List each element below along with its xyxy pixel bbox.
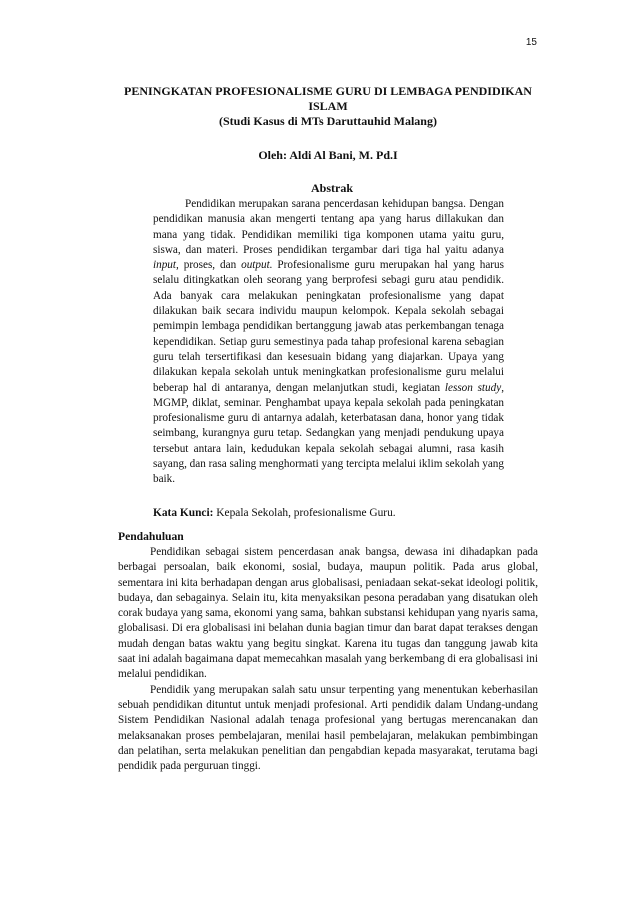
abstract-term-input: input, xyxy=(153,259,179,272)
abstract-body xyxy=(153,197,504,488)
body-paragraph-2: Pendidik yang merupakan salah satu unsur terpenting yang menentukan keberhasilan sebuah pendidikan dituntut untuk menjadi profesional. Arti pendidik dalam Undang-undang Sistem Pendidikan Nasional adalah tenaga profesional yang bertugas merencanakan dan melaksanakan proses pembelajaran, menilai hasil pembelajaran, melakukan pembimbingan dan pelatihan, serta melakukan penelitian dan pengabdian kepada masyarakat, terutama bagi pendidik pada perguruan tinggi. xyxy=(118,683,538,773)
section-body xyxy=(118,545,538,774)
abstract-paragraph xyxy=(153,197,504,488)
page-number: 15 xyxy=(525,37,537,48)
title-line-1: PENINGKATAN PROFESIONALISME GURU DI LEMBAGA PENDIDIKAN xyxy=(124,84,532,98)
body-paragraph-1: Pendidikan sebagai sistem pencerdasan anak bangsa, dewasa ini dihadapkan pada berbagai persoalan, baik ekonomi, sosial, budaya, maupun politik. Pada arus global, sementara ini kita berhadapan dengan arus globalisasi, peniadaan sekat-sekat ideologi politik, budaya, dan sebagainya. Selain itu, kita menyaksikan pesona peradaban yang disatukan oleh corak budaya yang sama, ekonomi yang sama, bahkan substansi kehidupan yang nyaris sama, globalisasi. Di era globalisasi ini belahan dunia bagian timur dan barat dapat terakses dengan mudah dengan batas waktu yang begitu singkat. Karena itu tugas dan tanggung jawab kita saat ini adalah bagaimana dapat memecahkan masalah yang berkembang di era globalisasi ini melalui pendidikan. xyxy=(118,546,538,681)
keywords xyxy=(153,507,504,519)
title-line-2: ISLAM xyxy=(308,99,348,113)
abstract-text-3: Profesionalisme guru merupakan hal yang harus selalu ditingkatkan oleh seorang yang berprofesi sebagi guru atau pendidik. Ada banyak cara melakukan peningkatan profesionalisme yang dapat dilakukan baik secara individu maupun kelompok. Kepala sekolah sebagai pemimpin lembaga pendidikan bertanggung jawab atas perkembangan tenaga kependidikan. Setiap guru semestinya pada tahap profesional karena sebagian guru telah tersertifikasi dan kesesuain bidang yang diajarkan. Upaya yang dilakukan kepala sekolah untuk meningkatkan profesionalisme guru melalui beberap hal di antaranya, dengan melanjutkan studi, kegiatan xyxy=(153,259,504,394)
author-line: Oleh: Aldi Al Bani, M. Pd.I xyxy=(258,148,398,162)
abstract-term-lesson-study: lesson study xyxy=(444,381,502,394)
abstract-text-4: , MGMP, diklat, seminar. Penghambat upaya kepala sekolah pada peningkatan profesionalisme guru di antarnya adalah, keterbatasan dana, honor yang tidak seimbang, kurangnya guru tetap. Sedangkan yang menjadi pendukung upaya tersebut antara lain, kedudukan kepala sekolah sebagai alumni, rasa kasih sayang, dan rasa saling menghormati yang tercipta melalui iklim sekolah yang baik. xyxy=(153,381,504,486)
abstract-text-1: Pendidikan merupakan sarana pencerdasan kehidupan bangsa. Dengan pendidikan manusia akan mengerti tentang apa yang harus dillakukan dan mana yang tidak. Pendidikan memiliki tiga komponen utama yaitu guru, siswa, dan materi. Proses pendidikan tergambar dari tiga hal yaitu adanya xyxy=(153,198,504,256)
title-subtitle: (Studi Kasus di MTs Daruttauhid Malang) xyxy=(219,114,437,128)
abstract-term-output: output. xyxy=(241,259,273,272)
paper-title xyxy=(118,84,538,129)
abstract-heading: Abstrak xyxy=(310,181,353,195)
keywords-label: Kata Kunci: xyxy=(153,507,214,519)
section-heading: Pendahuluan xyxy=(118,530,184,543)
keywords-text: Kepala Sekolah, profesionalisme Guru. xyxy=(213,507,396,519)
abstract-text-2: proses, dan xyxy=(178,259,242,272)
